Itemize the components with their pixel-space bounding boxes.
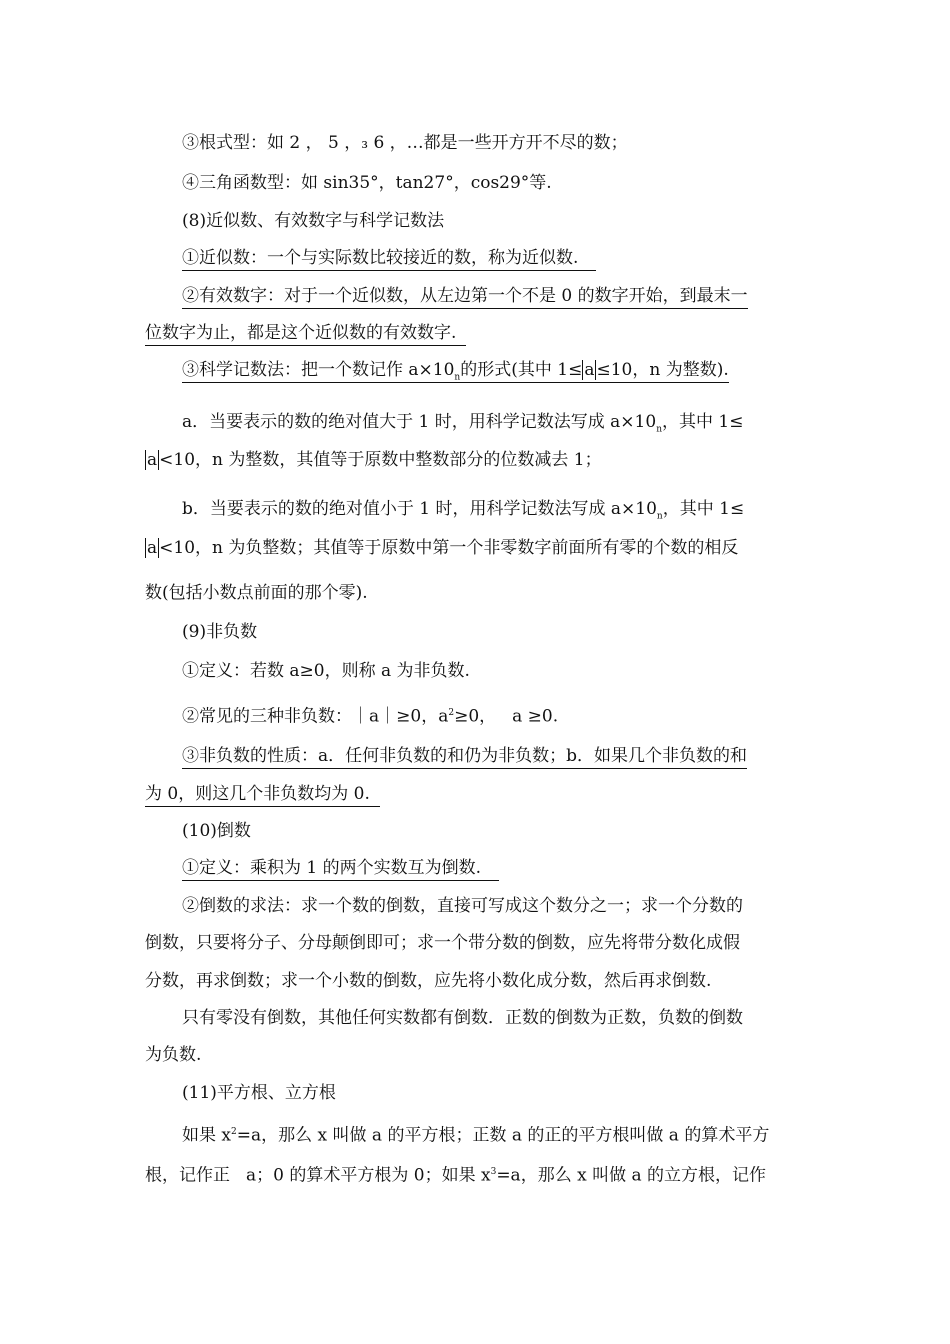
text-line: ②常见的三种非负数：｜a｜≥0，$a^2\ge 0$， a ≥0. <box>182 706 559 727</box>
section-heading: (11)平方根、立方根 <box>182 1083 336 1103</box>
text-line <box>182 284 748 308</box>
text-line: ②倒数的求法：求一个数的倒数，直接可写成这个数分之一；求一个分数的 <box>182 896 743 916</box>
underlined-text: ①近似数：一个与实际数比较接近的数，称为近似数. <box>182 248 596 271</box>
text-line: a <10，n 为负整数；其值等于原数中第一个非零数字前面所有零的个数的相反 <box>147 538 739 558</box>
text-line: 根，记作正 a；0 的算术平方根为 0；如果 $x^3=a$，那么 x 叫做 a 的立方根，记作 <box>145 1165 767 1186</box>
underlined-text: ②有效数字：对于一个近似数，从左边第一个不是 0 的数字开始，到最末一 <box>182 286 748 309</box>
text-line: ④三角函数型：如 sin35°，tan27°，cos29°等. <box>182 173 552 193</box>
text-line <box>182 246 596 270</box>
underlined-text: ①定义：乘积为 1 的两个实数互为倒数. <box>182 858 499 881</box>
text-line: ③根式型：如 2 ， 5 ，₃ 6 ，…都是一些开方开不尽的数； <box>182 133 628 153</box>
text-line: 如果 $x^2=a$，那么 x 叫做 a 的平方根；正数 a 的正的平方根叫做 a 的算术平方 <box>182 1125 770 1146</box>
text-line: a <10，n 为整数，其值等于原数中整数部分的位数减去 1； <box>147 450 602 470</box>
text-line: a．当要表示的数的绝对值大于 1 时，用科学记数法写成 $a\times 10_n$，其中 1≤ <box>182 412 744 435</box>
text-line: ①定义：若数 a≥0，则称 a 为非负数. <box>182 661 470 681</box>
underlined-text: ③非负数的性质：a．任何非负数的和仍为非负数；b．如果几个非负数的和 <box>182 746 747 769</box>
text-line <box>145 782 380 806</box>
text-line: b．当要表示的数的绝对值小于 1 时，用科学记数法写成 $a\times 10_n$，其中 1≤ <box>182 499 745 522</box>
underlined-text: 位数字为止，都是这个近似数的有效数字. <box>145 323 466 346</box>
text-line: 数(包括小数点前面的那个零). <box>145 583 368 603</box>
underlined-text: ③科学记数法：把一个数记作 $a\times 10_n$的形式(其中 1≤ a ≤10，n 为整数). <box>182 360 729 383</box>
text-line: 分数，再求倒数；求一个小数的倒数，应先将小数化成分数，然后再求倒数. <box>145 971 712 991</box>
section-heading: (8)近似数、有效数字与科学记数法 <box>182 211 445 231</box>
absolute-value: a <box>147 538 158 558</box>
text-line: 为负数. <box>145 1045 202 1065</box>
section-heading: (9)非负数 <box>182 622 258 642</box>
text-line: 倒数，只要将分子、分母颠倒即可；求一个带分数的倒数，应先将带分数化成假 <box>145 933 740 953</box>
text-line <box>182 744 747 768</box>
underlined-text: 为 0，则这几个非负数均为 0. <box>145 784 380 807</box>
absolute-value: a <box>147 450 158 470</box>
text-line <box>182 358 729 382</box>
text-line <box>145 321 466 345</box>
text-line <box>182 856 499 880</box>
text-line: 只有零没有倒数，其他任何实数都有倒数．正数的倒数为正数，负数的倒数 <box>182 1008 743 1028</box>
absolute-value: a <box>584 360 595 380</box>
section-heading: (10)倒数 <box>182 821 251 841</box>
